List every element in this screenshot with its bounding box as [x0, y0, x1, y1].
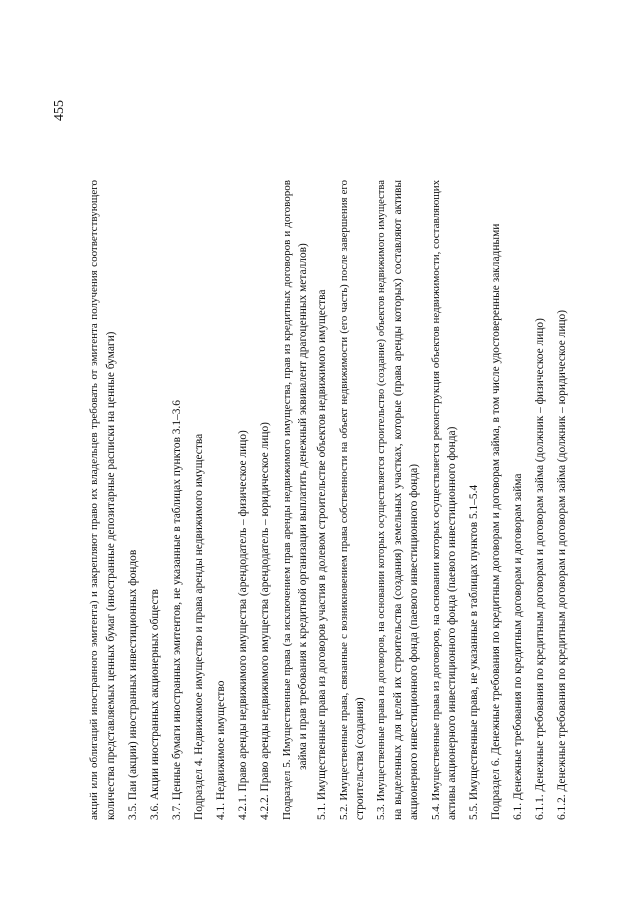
subsection-heading: Подраздел 6. Денежные требования по кредитным договорам и договорам займа, в том числе удостоверенные закладными — [490, 223, 502, 820]
text-line: 6.1.2. Денежные требования по кредитным договорам и договорам займа (должник – юридическое лицо) — [556, 309, 568, 820]
subsection-heading: Подраздел 5. Имущественные права (за исключением прав аренды недвижимого имущества, прав из кредитных договоров и договоров — [281, 180, 293, 820]
text-line: 3.5. Паи (акции) иностранных инвестиционных фондов — [127, 549, 139, 820]
text-line: строительства (создания) — [354, 697, 366, 820]
text-line: 5.1. Имущественные права из договоров участия в долевом строительстве объектов недвижимого имущества — [316, 289, 328, 820]
text-line: 3.6. Акции иностранных акционерных обществ — [149, 589, 161, 820]
text-line: акционерного инвестиционного фонда (паевого инвестиционного фонда) — [408, 463, 420, 820]
text-line: 4.2.1. Право аренды недвижимого имущества (арендодатель – физическое лицо) — [237, 430, 249, 820]
text-line: акций или облигаций иностранного эмитента) и закрепляют право их владельцев требовать от эмитента получения соответствующего — [88, 180, 100, 820]
text-line: 5.3. Имущественные права из договоров, на основании которых осуществляется строительство (создание) объектов недвижимого имущества — [376, 180, 387, 820]
subsection-heading: Подраздел 4. Недвижимое имущество и права аренды недвижимого имущества — [193, 433, 205, 820]
text-line: активы акционерного инвестиционного фонда (паевого инвестиционного фонда) — [446, 426, 458, 820]
text-line: 6.1. Денежные требования по кредитным договорам и договорам займа — [512, 473, 524, 820]
text-line: 6.1.1. Денежные требования по кредитным договорам и договорам займа (должник – физическое лицо) — [534, 318, 546, 820]
text-line: количества представляемых ценных бумаг (иностранные депозитарные расписки на ценные бумаги) — [105, 331, 117, 820]
page-number: 455 — [52, 100, 67, 121]
text-line: 4.2.2. Право аренды недвижимого имущества (арендодатель – юридическое лицо) — [259, 422, 271, 820]
text-line: 4.1. Недвижимое имущество — [215, 680, 227, 820]
text-line: на выделенных для целей их строительства (создания) земельных участках, которые (права аренды которых) составляют активы — [392, 180, 404, 820]
text-line: 5.2. Имущественные права, связанные с возникновением права собственности на объект недвижимости (его часть) после завершения его — [338, 180, 350, 820]
text-line: 5.4. Имущественные права из договоров, на основании которых осуществляется реконструкция объектов недвижимости, составляющих — [430, 179, 442, 820]
text-line: 3.7. Ценные бумаги иностранных эмитентов, не указанные в таблицах пунктов 3.1–3.6 — [171, 400, 183, 820]
text-line: займа и прав требования к кредитной организации выплатить денежный эквивалент драгоценных металлов) — [297, 243, 309, 770]
text-line: 5.5. Имущественные права, не указанные в таблицах пунктов 5.1–5.4 — [468, 484, 480, 820]
